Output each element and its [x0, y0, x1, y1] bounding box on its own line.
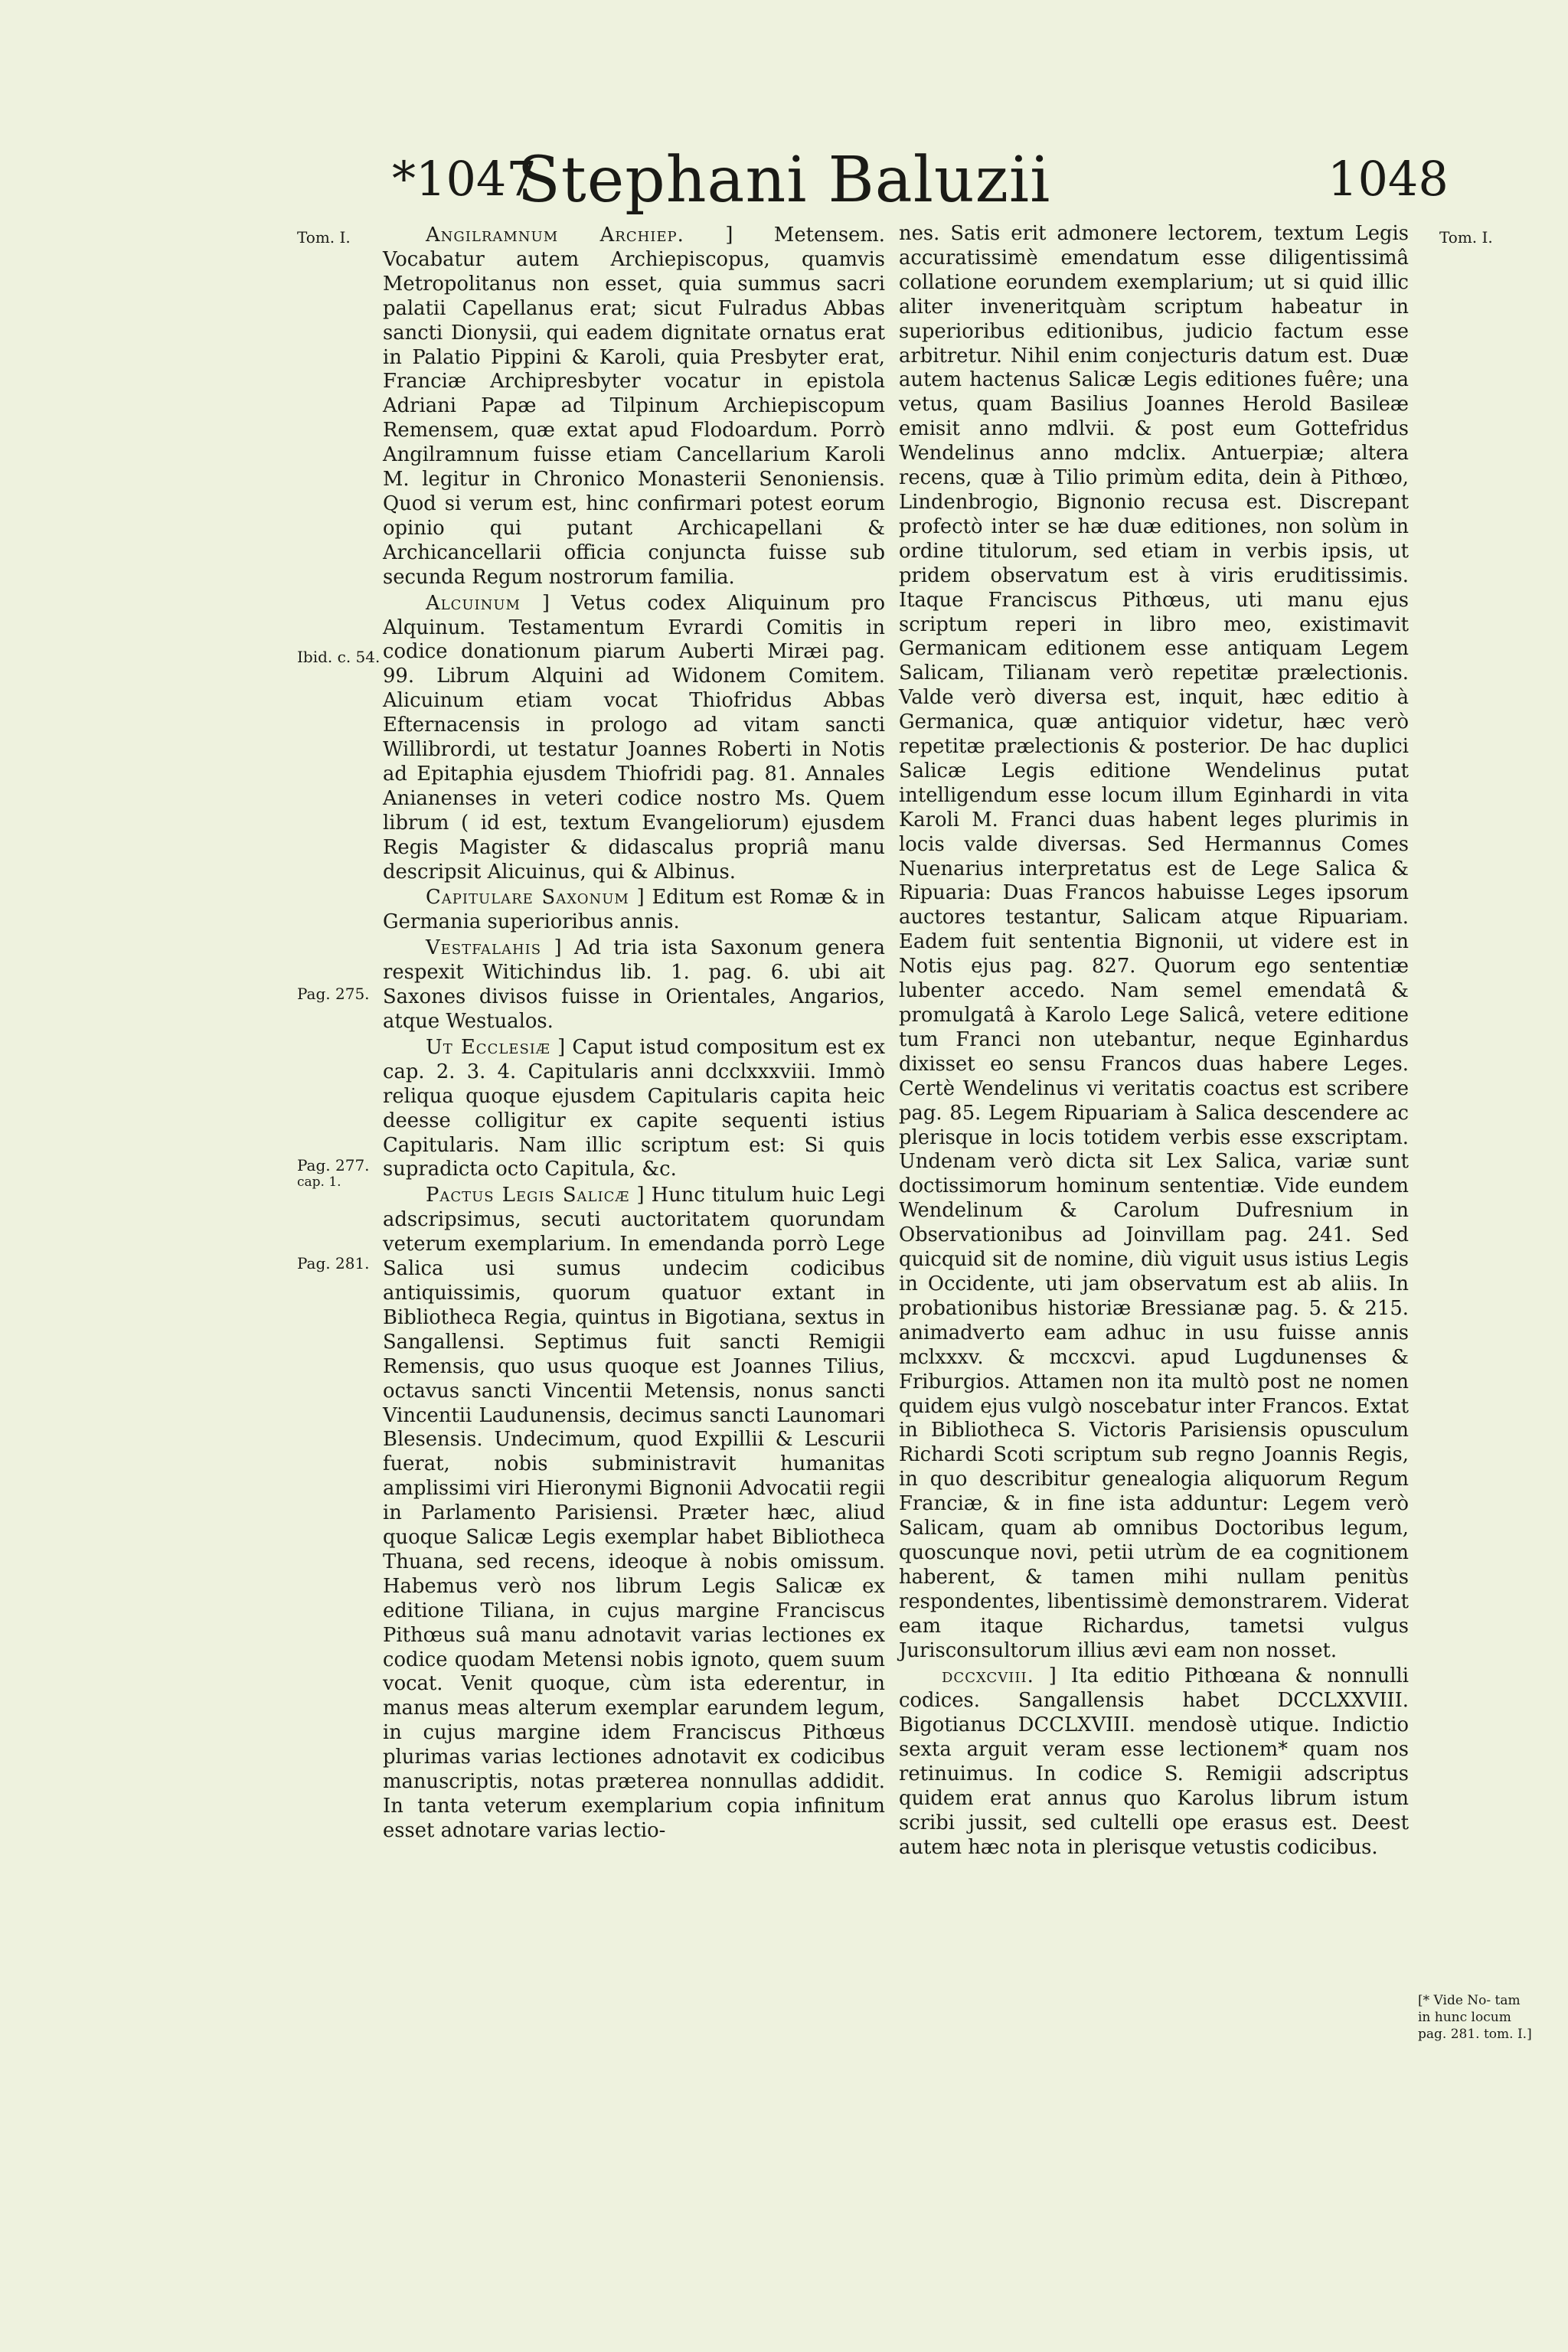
margin-note-pag-277: [297, 1156, 370, 1190]
lemma-dccxcviii: dccxcviii.: [942, 1664, 1034, 1688]
lemma-ut-ecclesiae: Ut Ecclesiæ: [426, 1035, 550, 1059]
commentary-dccxcviii: ] Ita editio Pithœana & nonnulli codices. Sangallensis habet DCCLXXVIII. Bigotianus DCCLXVIII. mendosè utique. Indictio sexta arguit veram esse lectionem* quam nos retinuimus. In codice S. Remigii adscriptus quidem erat annus quo Karolus librum istum scribi jussit, sed cultelli ope erasus est. Deest autem hæc nota in plerisque vetustis codicibus.: [899, 1664, 1409, 1859]
margin-note-ibid: Ibid. c. 54.: [297, 648, 381, 666]
margin-note-tom: Tom. I.: [297, 228, 351, 247]
lemma-alcuinum: Alcuinum: [426, 591, 521, 615]
lemma-pactus: Pactus Legis Salicæ: [426, 1184, 630, 1207]
commentary-pactus: ] Hunc titulum huic Legi adscripsimus, secuti auctoritatem quorundam veterum exemplarium. In emendanda porrò Lege Salica usi sumus undecim codicibus antiquissimis, quorum quatuor extant in Bibliotheca Regia, quintus in Bigotiana, sextus in Sangallensi. Septimus fuit sancti Remigii Remensis, quo usus quoque est Joannes Tilius, octavus sancti Vincentii Metensis, nonus sancti Vincentii Laudunensis, decimus sancti Launomari Blesensis. Undecimum, quod Expillii & Lescurii fuerat, nobis subministravit humanitas amplissimi viri Hieronymi Bignonii Advocatii regii in Parlamento Parisiensi. Præter hæc, aliud quoque Salicæ Legis exemplar habet Bibliotheca Thuana, sed recens, ideoque à nobis omissum. Habemus verò nos librum Legis Salicæ ex editione Tiliana, in cujus margine Franciscus Pithœus suâ manu adnotavit varias lectiones ex codice quodam Metensi nobis ignoto, quem suum vocat. Venit quoque, cùm ista ederentur, in manus meas alterum exemplar earundem legum, in cujus margine idem Franciscus Pithœus plurimas varias lectiones adnotavit ex codicibus manuscriptis, notas præterea nonnullas addidit. In tanta veterum exemplarium copia infinitum esset adnotare varias lectio-: [383, 1184, 885, 1842]
entry-dccxcviii: [899, 1664, 1409, 1860]
commentary-angilramnum: ] Metensem. Vocabatur autem Archiepiscopus, quamvis Metropolitanus non esset, quia summus sacri palatii Capellanus erat; sicut Fulradus Abbas sancti Dionysii, qui eadem dignitate ornatus erat in Palatio Pippini & Karoli, quia Presbyter erat, Franciæ Archipresbyter vocatur in epistola Adriani Papæ ad Tilpinum Archiepiscopum Remensem, quæ extat apud Flodoardum. Porrò Angilramnum fuisse etiam Cancellarium Karoli M. legitur in Chronico Monasterii Senoniensis. Quod si verum est, hinc confirmari potest eorum opinio qui putant Archicapellani & Archicancellarii officia conjuncta fuisse sub secunda Regum nostrorum familia.: [383, 224, 886, 589]
left-column: [383, 222, 885, 1844]
margin-note-tom-right: Tom. I.: [1439, 228, 1493, 247]
margin-note-cap-1: cap. 1.: [297, 1174, 341, 1190]
commentary-capitulare: ] Editum est Romæ & in Germania superioribus annis.: [383, 886, 885, 934]
margin-note-pag-281: Pag. 281.: [297, 1254, 370, 1272]
margin-footnote-vide-notam: [* Vide No- tam in hunc locum pag. 281. tom. I.]: [1418, 1993, 1532, 2042]
commentary-vestfalahis: ] Ad tria ista Saxonum genera respexit Witichindus lib. 1. pag. 6. ubi ait Saxones divisos fuisse in Orientales, Angarios, atque Westualos.: [383, 936, 886, 1033]
entry-vestfalahis: [383, 936, 885, 1034]
entry-ut-ecclesiae: [383, 1036, 885, 1182]
lemma-capitulare: Capitulare Saxonum: [426, 886, 629, 910]
running-title: Stephani Baluzii: [517, 144, 1051, 217]
right-page-number: 1048: [1328, 151, 1449, 207]
entry-pactus: [383, 1184, 885, 1843]
margin-note-pag-277-label: Pag. 277.: [297, 1156, 370, 1174]
entry-capitulare: [383, 886, 885, 935]
continued-paragraph: nes. Satis erit admonere lectorem, textum Legis accuratissimè emendatum esse diligentissimâ collatione eorundem exemplarium; ut si quid illic aliter inveneritquàm scriptum habeatur in superioribus editionibus, judicio factum esse arbitretur. Nihil enim conjecturis datum est. Duæ autem hactenus Salicæ Legis editiones fuêre; una vetus, quam Basilius Joannes Herold Basileæ emisit anno mdlvii. & post eum Gottefridus Wendelinus anno mdclix. Antuerpiæ; altera recens, quæ à Tilio primùm edita, dein à Pithœo, Lindenbrogio, Bignonio recusa est. Discrepant profectò inter se hæ duæ editiones, non solùm in ordine titulorum, sed etiam in verbis ipsis, ut pridem observatum est à viris eruditissimis. Itaque Franciscus Pithœus, uti manu ejus scriptum reperi in libro meo, existimavit Germanicam editionem esse antiquam Legem Salicam, Tilianam verò repetitæ prælectionis. Valde verò diversa est, inquit, hæc editio à Germanica, quæ antiquior videtur, hæc verò repetitæ prælectionis & posterior. De hac duplici Salicæ Legis editione Wendelinus putat intelligendum esse locum illum Eginhardi in vita Karoli M. Franci duas habent leges plurimis in locis valde diversas. Sed Hermannus Comes Nuenarius interpretatus est de Lege Salica & Ripuaria: Duas Francos habuisse Leges ipsorum auctores testantur, Salicam atque Ripuariam. Eadem fuit sententia Bignonii, ut videre est in Notis ejus pag. 827. Quorum ego sententiæ lubenter accedo. Nam semel emendatâ & promulgatâ à Karolo Lege Salicâ, vetere editione tum Franci non utebantur, neque Eginhardus dixisset eo sensu Francos duas habere Leges. Certè Wendelinus vi veritatis coactus est scribere pag. 85. Legem Ripuariam à Salica descendere ac plerisque in locis totidem verbis esse exscriptam. Undenam verò dicta sit Lex Salica, variæ sunt doctissimorum hominum sententiæ. Vide eundem Wendelinum & Carolum Dufresnium in Observationibus ad Joinvillam pag. 241. Sed quicquid sit de nomine, diù viguit usus istius Legis in Occidente, uti jam observatum est ab aliis. In probationibus historiæ Bressianæ pag. 5. & 215. animadverto eam adhuc in usu fuisse annis mclxxxv. & mccxcvi. apud Lugdunenses & Friburgios. Attamen non ita multò post ne nomen quidem ejus vulgò noscebatur inter Francos. Extat in Bibliotheca S. Victoris Parisiensis opusculum Richardi Scoti scriptum sub regno Joannis Regis, in quo describitur genealogia aliquorum Regum Franciæ, & in fine ista adduntur: Legem verò Salicam, quam ab omnibus Doctoribus legum, quoscunque novi, petii utrùm de ea cognitionem haberent, & tamen mihi nullam penitùs respondentes, libentissimè demonstrarem. Viderat eam itaque Richardus, tametsi vulgus Jurisconsultorum illius ævi eam non nosset.: [899, 222, 1409, 1662]
entry-angilramnum: [383, 224, 885, 590]
commentary-alcuinum: ] Vetus codex Aliquinum pro Alquinum. Testamentum Evrardi Comitis in codice donationum piarum Auberti Miræi pag. 99. Librum Alquini ad Widonem Comitem. Alicuinum etiam vocat Thiofridus Abbas Efternacensis in prologo ad vitam sancti Willibrordi, ut testatur Joannes Roberti in Notis ad Epitaphia ejusdem Thiofridi pag. 81. Annales Anianenses in veteri codice nostro Ms. Quem librum ( id est, textum Evangeliorum) ejusdem Regis Magister & didascalus propriâ manu descripsit Alicuinus, qui & Albinus.: [383, 591, 886, 884]
lemma-vestfalahis: Vestfalahis: [426, 936, 542, 960]
right-column: [899, 222, 1409, 1860]
left-page-number: *1047: [392, 151, 537, 207]
entry-alcuinum: [383, 592, 885, 885]
commentary-ut-ecclesiae: ] Caput istud compositum est ex cap. 2. 3. 4. Capitularis anni dcclxxxviii. Immò reliqua quoque ejusdem Capitularis capita heic deesse colligitur ex capite sequenti istius Capitularis. Nam illic scriptum est: Si quis supradicta octo Capitula, &c.: [383, 1035, 886, 1181]
margin-note-pag-275: Pag. 275.: [297, 985, 370, 1003]
lemma-angilramnum: Angilramnum Archiep.: [426, 224, 684, 247]
